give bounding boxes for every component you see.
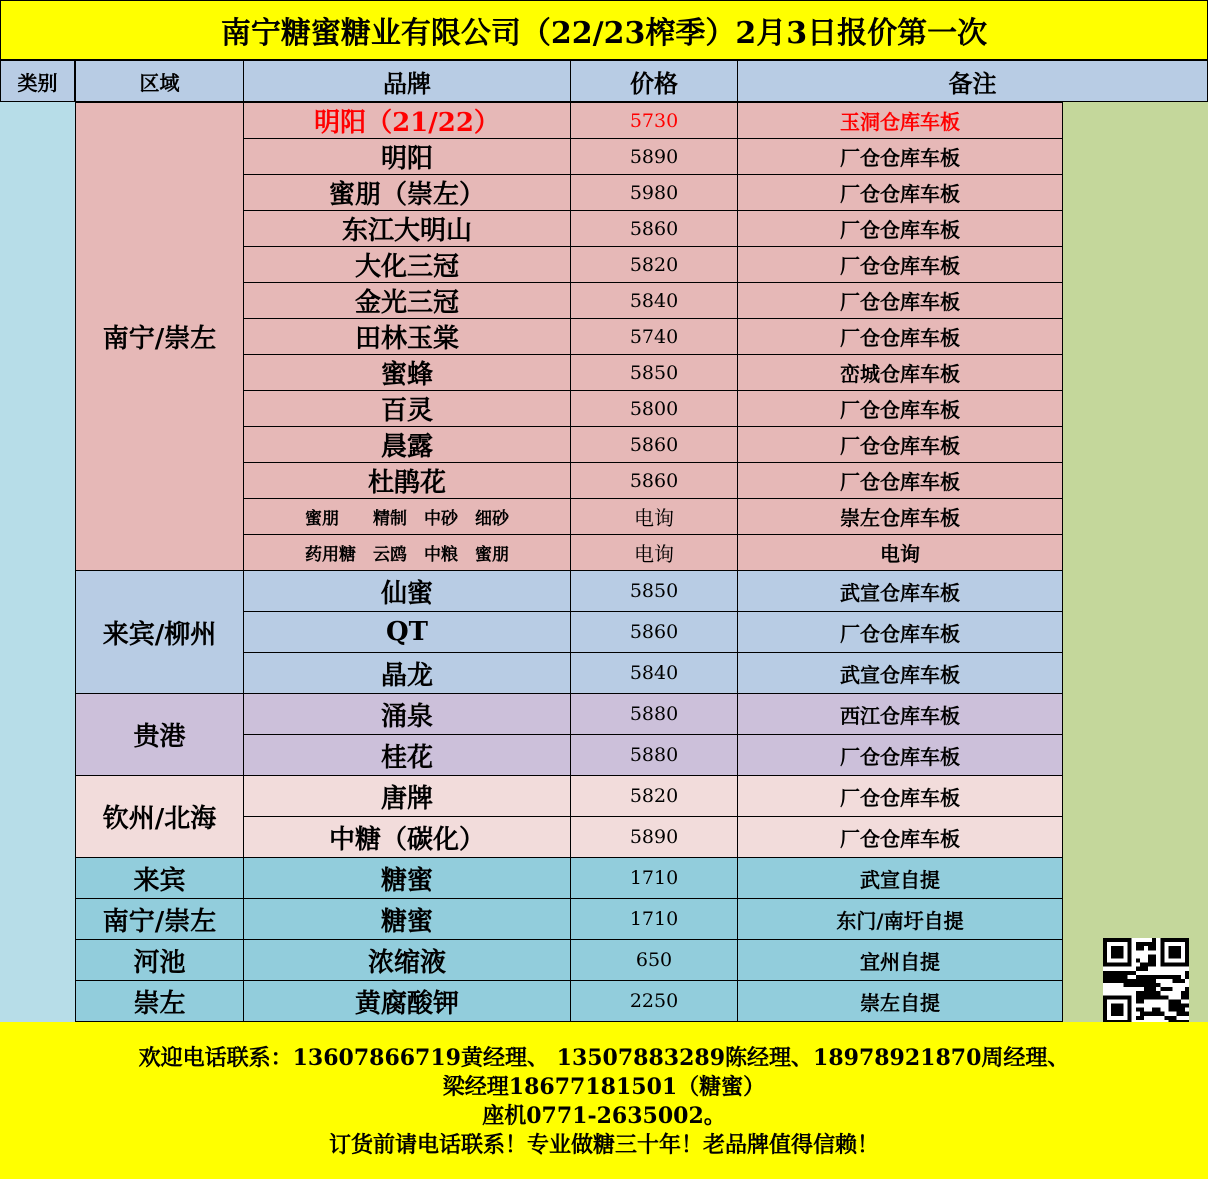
price-cell: 5880 (570, 693, 738, 735)
brand-cell: 糖蜜 (243, 898, 571, 940)
brand-cell: 浓缩液 (243, 939, 571, 981)
region-cell: 河池 (75, 939, 244, 981)
price-cell: 5800 (570, 390, 738, 427)
note-cell: 厂仓仓库车板 (737, 426, 1063, 463)
note-cell: 厂仓仓库车板 (737, 138, 1063, 175)
brand-cell: 晶龙 (243, 652, 571, 694)
contact-footer (0, 1022, 1208, 1179)
price-cell: 5850 (570, 570, 738, 612)
brand-cell: 涌泉 (243, 693, 571, 735)
region-cell: 南宁/崇左 (75, 102, 244, 571)
price-cell: 5860 (570, 611, 738, 653)
footer-manager: 梁经理18677181501（糖蜜） (442, 1074, 766, 1100)
brand-cell: 糖蜜 (243, 857, 571, 899)
price-cell: 电询 (570, 498, 738, 535)
header-region: 区域 (75, 60, 244, 102)
qr-code-icon (1102, 938, 1190, 1024)
note-cell: 厂仓仓库车板 (737, 318, 1063, 355)
brand-cell: 蜜朋 精制 中砂 细砂 (243, 498, 571, 535)
brand-cell: 金光三冠 (243, 282, 571, 319)
region-cell: 钦州/北海 (75, 775, 244, 858)
brand-cell: 东江大明山 (243, 210, 571, 247)
price-cell: 5730 (570, 102, 738, 139)
brand-cell: 杜鹃花 (243, 462, 571, 499)
brand-cell: 晨露 (243, 426, 571, 463)
note-cell: 厂仓仓库车板 (737, 611, 1063, 653)
price-cell: 1710 (570, 857, 738, 899)
brand-cell: QT (243, 611, 571, 653)
brand-cell: 蜜蜂 (243, 354, 571, 391)
price-cell: 5860 (570, 426, 738, 463)
region-cell: 贵港 (75, 693, 244, 776)
brand-cell: 百灵 (243, 390, 571, 427)
note-cell: 崇左仓库车板 (737, 498, 1063, 535)
side-panel (1062, 102, 1208, 1022)
note-cell: 峦城仓库车板 (737, 354, 1063, 391)
page-title: 南宁糖蜜糖业有限公司（22/23榨季）2月3日报价第一次 (0, 0, 1208, 60)
note-cell: 厂仓仓库车板 (737, 210, 1063, 247)
footer-landline: 座机0771-2635002。 (482, 1103, 726, 1129)
note-cell: 东门/南圩自提 (737, 898, 1063, 940)
region-cell: 南宁/崇左 (75, 898, 244, 940)
brand-cell: 黄腐酸钾 (243, 980, 571, 1022)
footer-phones: 欢迎电话联系：13607866719黄经理、 13507883289陈经理、18978921870周经理、 (138, 1045, 1070, 1071)
note-cell: 武宣仓库车板 (737, 570, 1063, 612)
note-cell: 厂仓仓库车板 (737, 390, 1063, 427)
price-cell: 5880 (570, 734, 738, 776)
note-cell: 厂仓仓库车板 (737, 174, 1063, 211)
brand-cell: 唐牌 (243, 775, 571, 817)
brand-cell: 明阳（21/22） (243, 102, 571, 139)
note-cell: 电询 (737, 534, 1063, 571)
price-cell: 5890 (570, 138, 738, 175)
price-cell: 1710 (570, 898, 738, 940)
price-cell: 电询 (570, 534, 738, 571)
price-cell: 650 (570, 939, 738, 981)
note-cell: 武宣自提 (737, 857, 1063, 899)
price-cell: 5820 (570, 775, 738, 817)
brand-cell: 桂花 (243, 734, 571, 776)
note-cell: 厂仓仓库车板 (737, 462, 1063, 499)
region-cell: 来宾 (75, 857, 244, 899)
note-cell: 厂仓仓库车板 (737, 246, 1063, 283)
note-cell: 玉洞仓库车板 (737, 102, 1063, 139)
note-cell: 崇左自提 (737, 980, 1063, 1022)
price-cell: 5890 (570, 816, 738, 858)
region-cell: 崇左 (75, 980, 244, 1022)
note-cell: 厂仓仓库车板 (737, 775, 1063, 817)
price-cell: 5850 (570, 354, 738, 391)
brand-cell: 中糖（碳化） (243, 816, 571, 858)
price-cell: 5860 (570, 462, 738, 499)
header-brand: 品牌 (243, 60, 571, 102)
footer-slogan: 订货前请电话联系！专业做糖三十年！老品牌值得信赖！ (328, 1132, 879, 1158)
note-cell: 西江仓库车板 (737, 693, 1063, 735)
price-cell: 5860 (570, 210, 738, 247)
price-cell: 5980 (570, 174, 738, 211)
header-price: 价格 (570, 60, 738, 102)
brand-cell: 大化三冠 (243, 246, 571, 283)
brand-cell: 蜜朋（崇左） (243, 174, 571, 211)
price-cell: 5820 (570, 246, 738, 283)
note-cell: 厂仓仓库车板 (737, 282, 1063, 319)
brand-cell: 田林玉棠 (243, 318, 571, 355)
brand-cell: 仙蜜 (243, 570, 571, 612)
note-cell: 厂仓仓库车板 (737, 816, 1063, 858)
note-cell: 武宣仓库车板 (737, 652, 1063, 694)
region-cell: 来宾/柳州 (75, 570, 244, 694)
brand-cell: 明阳 (243, 138, 571, 175)
category-column (0, 102, 75, 1022)
note-cell: 厂仓仓库车板 (737, 734, 1063, 776)
header-category: 类别 (0, 60, 75, 102)
note-cell: 宜州自提 (737, 939, 1063, 981)
price-cell: 5840 (570, 652, 738, 694)
brand-cell: 药用糖 云鸥 中粮 蜜朋 (243, 534, 571, 571)
price-cell: 5840 (570, 282, 738, 319)
price-cell: 5740 (570, 318, 738, 355)
header-note: 备注 (737, 60, 1208, 102)
price-cell: 2250 (570, 980, 738, 1022)
